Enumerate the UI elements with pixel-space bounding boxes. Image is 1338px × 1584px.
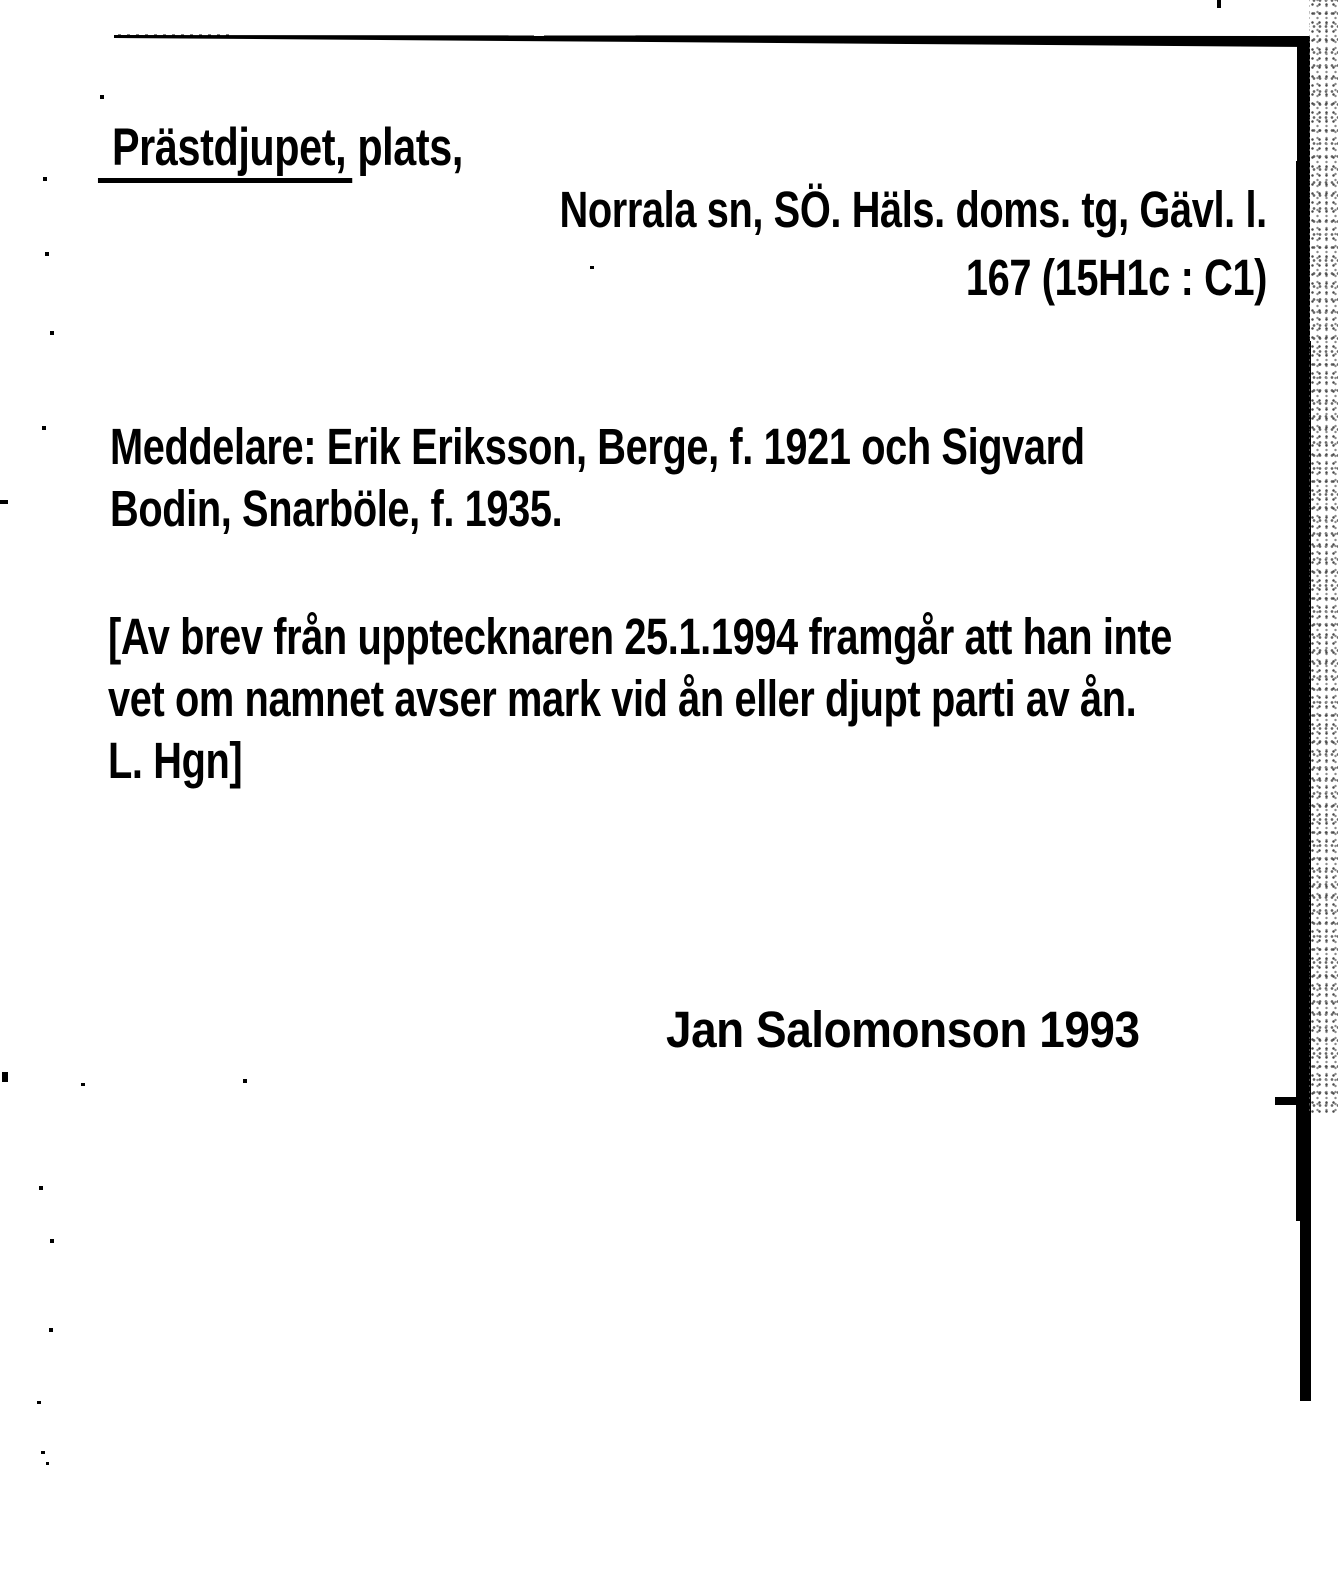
scan-noise-band <box>1309 0 1338 1114</box>
scan-noise-dot <box>0 500 8 504</box>
informants-line-2: Bodin, Snarböle, f. 1935. <box>110 480 563 537</box>
scan-noise-dot <box>81 1083 85 1086</box>
scan-noise-dot <box>45 252 49 256</box>
scan-noise-dot <box>49 1328 53 1332</box>
top-scan-line <box>114 30 1310 48</box>
informants-line-1: Meddelare: Erik Eriksson, Berge, f. 1921 och Sigvard <box>110 418 1085 475</box>
reference-line: 167 (15H1c : C1) <box>965 249 1267 306</box>
informants-paragraph <box>110 416 1085 540</box>
note-line-1: [Av brev från upptecknaren 25.1.1994 framgår att han inte <box>108 608 1172 665</box>
scan-noise-dot <box>39 1186 43 1190</box>
scan-noise-dot <box>46 1462 49 1465</box>
scan-noise-dot <box>1217 0 1221 8</box>
location-line: Norrala sn, SÖ. Häls. doms. tg, Gävl. l. <box>559 181 1267 238</box>
scan-noise-dot <box>590 266 594 269</box>
note-line-2: vet om namnet avser mark vid ån eller djupt parti av ån. <box>108 670 1137 727</box>
place-name: Prästdjupet <box>98 118 352 183</box>
scan-noise-dot <box>243 1079 247 1083</box>
scan-noise-dot <box>100 95 104 99</box>
scan-noise-dot <box>41 1451 45 1454</box>
scan-noise-dot <box>42 426 46 430</box>
signature-line: Jan Salomonson 1993 <box>666 1001 1140 1058</box>
scan-noise-dot <box>43 177 47 181</box>
scan-noise-dot <box>2 1072 8 1082</box>
note-line-3: L. Hgn] <box>108 732 243 789</box>
card-title <box>112 118 463 178</box>
scan-noise-dot <box>50 1239 54 1243</box>
scan-noise-dot <box>37 1401 41 1404</box>
right-scan-bar-foot <box>1275 1097 1299 1105</box>
title-rest: , plats, <box>335 118 463 177</box>
archivist-note-paragraph <box>108 606 1172 792</box>
scan-noise-dot <box>50 331 54 335</box>
